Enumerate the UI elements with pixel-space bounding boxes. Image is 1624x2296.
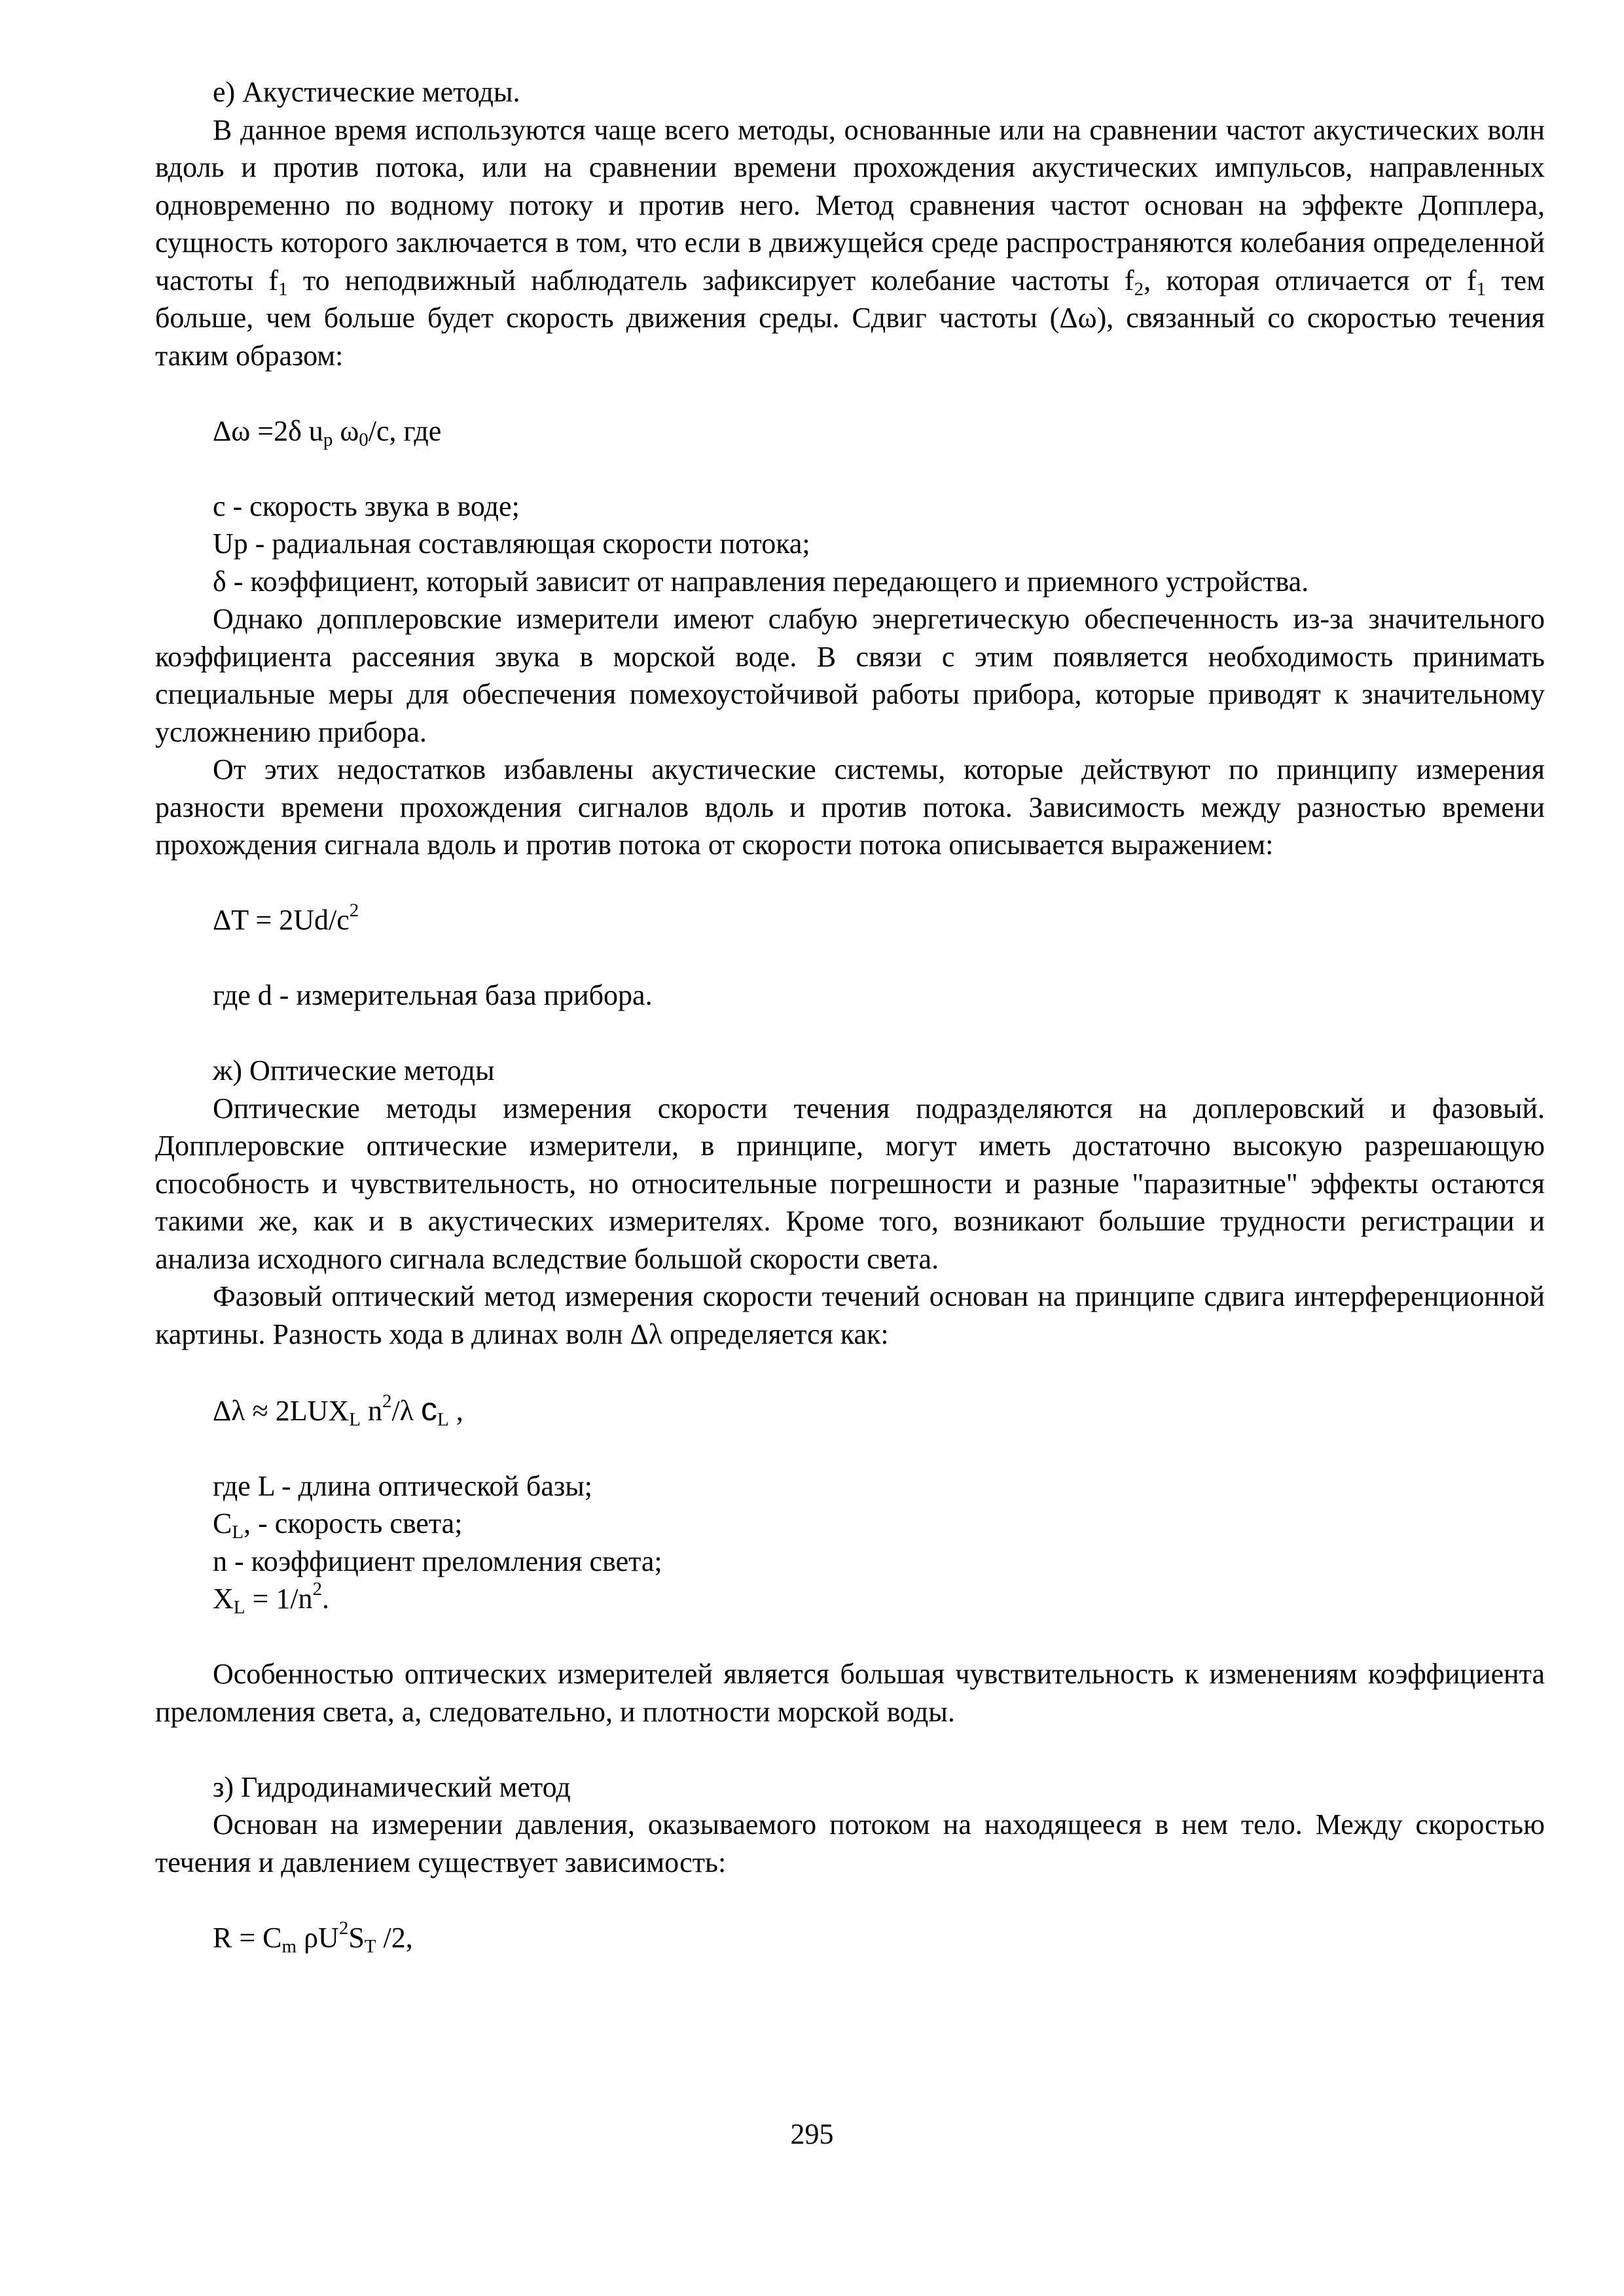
paragraph: Оптические методы измерения скорости течения подразделяются на доплеровский и фазовый. Допплеровские оптические измерители, в принципе, могут иметь достаточно высокую разрешающую способность и чувствительность, но относительные погрешности и разные "паразитные" эффекты остаются такими же, как и в акустических измерителях. Кроме того, возникают большие трудности регистрации и анализа исходного сигнала вследствие большой скорости света. <box>155 1092 1545 1275</box>
formula-doppler-shift: Δω =2δ $u_p$ $\omega_0/c$, где <box>213 414 442 450</box>
definition-line: $C_L$, - скорость света; <box>213 1507 463 1543</box>
section-heading-acoustic: е) Акустические методы. <box>213 76 520 108</box>
paragraph: От этих недостатков избавлены акустические системы, которые действуют по принципу измерения разности времени прохождения сигналов вдоль и против потока. Зависимость между разностью времени прохождения сигнала вдоль и против потока от скорости потока описывается выражением: <box>155 753 1545 861</box>
definition-line: где d - измерительная база прибора. <box>213 979 653 1011</box>
section-heading-hydro: з) Гидродинамический метод <box>213 1770 571 1803</box>
definition-line: Up - радиальная составляющая скорости потока; <box>213 528 810 560</box>
page-text <box>155 73 1545 1956</box>
definition-line: c - скорость звука в воде; <box>213 490 520 522</box>
paragraph: Фазовый оптический метод измерения скорости течений основан на принципе сдвига интерференционной картины. Разность хода в длинах волн Δλ определяется как: <box>155 1280 1545 1350</box>
formula-path-difference: $\Delta\lambda \approx 2LUX_L$ $n^2/\lambda$ $c_L$ , <box>213 1390 463 1430</box>
definition-line: $X_L = 1/n^2$. <box>213 1579 330 1618</box>
definition-line: n - коэффициент преломления света; <box>213 1545 662 1577</box>
paragraph: В данное время используются чаще всего методы, основанные или на сравнении частот акустических волн вдоль и против потока, или на сравнении времени прохождения акустических импульсов, направленных одновременно по водному потоку и против него. Метод сравнения частот основан на эффекте Допплера, сущность которого заключается в том, что если в движущейся среде распространяются колебания определенной частоты $f_1$ то неподвижный наблюдатель зафиксирует колебание частоты $f_2$, которая отличается от $f_1$ тем больше, чем больше будет скорость движения среды. Сдвиг частоты (Δω), связанный со скоростью течения таким образом: <box>155 113 1545 372</box>
page-number: 295 <box>790 2118 834 2150</box>
paragraph: Особенностью оптических измерителей является большая чувствительность к изменениям коэффициента преломления света, а, следовательно, и плотности морской воды. <box>155 1658 1545 1728</box>
formula-time-difference: $\Delta T = 2Ud/c^2$ <box>213 900 359 936</box>
definition-line: где L - длина оптической базы; <box>213 1469 593 1502</box>
section-heading-optical: ж) Оптические методы <box>213 1054 495 1086</box>
definition-line: δ - коэффициент, который зависит от направления передающего и приемного устройства. <box>213 565 1309 598</box>
paragraph: Однако допплеровские измерители имеют слабую энергетическую обеспеченность из-за значительного коэффициента рассеяния звука в морской воде. В связи с этим появляется необходимость принимать специальные меры для обеспечения помехоустойчивой работы прибора, которые приводят к значительному усложнению прибора. <box>155 603 1545 748</box>
formula-pressure: $R = C_m$ $\rho U^2S_T$ /2, <box>213 1917 413 1957</box>
paragraph: Основан на измерении давления, оказываемого потоком на находящееся в нем тело. Между скоростью течения и давлением существует зависимость: <box>155 1808 1545 1878</box>
